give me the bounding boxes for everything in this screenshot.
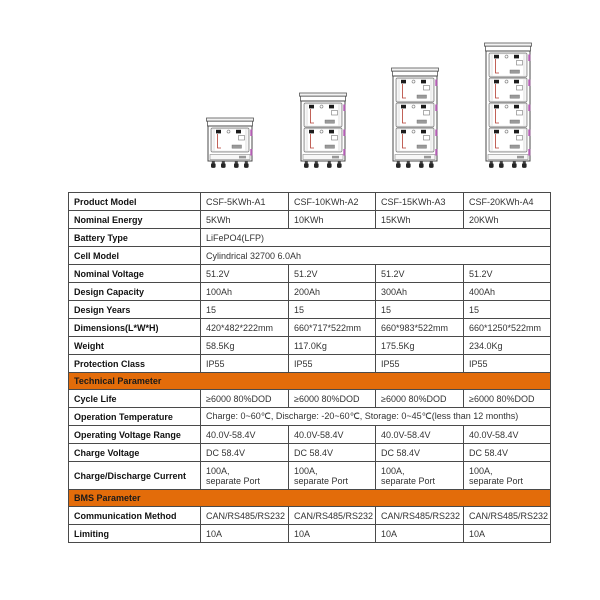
cell: CAN/RS485/RS232 [289, 507, 376, 525]
spec-table [68, 192, 551, 543]
cell: 10KWh [289, 211, 376, 229]
cell: 660*717*522mm [289, 319, 376, 337]
cell: 175.5Kg [376, 337, 464, 355]
row-label: Nominal Voltage [69, 265, 201, 283]
section-header-technical-parameter [69, 373, 551, 390]
table-row-battery-type [69, 229, 551, 247]
cell: DC 58.4V [376, 444, 464, 462]
cell: 660*1250*522mm [464, 319, 551, 337]
section-header-bms-parameter [69, 490, 551, 507]
cell: CSF-20KWh-A4 [464, 193, 551, 211]
cell: 100Ah [201, 283, 289, 301]
table-row-communication-method [69, 507, 551, 525]
table-row-weight [69, 337, 551, 355]
cell: CAN/RS485/RS232 [464, 507, 551, 525]
table-row-operation-temperature [69, 408, 551, 426]
cell-line: separate Port [294, 475, 349, 486]
row-label: Operating Voltage Range [69, 426, 201, 444]
table-row-protection-class [69, 355, 551, 373]
row-label: Charge/Discharge Current [69, 462, 201, 490]
cell: 15 [289, 301, 376, 319]
cell: 400Ah [464, 283, 551, 301]
table-row-design-years [69, 301, 551, 319]
cell: CAN/RS485/RS232 [376, 507, 464, 525]
row-label: Dimensions(L*W*H) [69, 319, 201, 337]
table-row-charge-discharge-current [69, 462, 551, 490]
cell: ≥6000 80%DOD [289, 390, 376, 408]
cell: DC 58.4V [201, 444, 289, 462]
battery-cabinet-4 [485, 43, 532, 168]
cell: 51.2V [201, 265, 289, 283]
cell-merged: Cylindrical 32700 6.0Ah [201, 247, 551, 265]
cell-line: 100A, [381, 465, 405, 476]
cell-line: separate Port [469, 475, 524, 486]
battery-cabinet-1 [207, 118, 254, 168]
table-row-design-capacity [69, 283, 551, 301]
cell: 40.0V-58.4V [201, 426, 289, 444]
cell: CAN/RS485/RS232 [201, 507, 289, 525]
cell: 15 [376, 301, 464, 319]
cell: ≥6000 80%DOD [464, 390, 551, 408]
cell: 58.5Kg [201, 337, 289, 355]
battery-cabinet-2 [300, 93, 347, 168]
cell-line: separate Port [381, 475, 436, 486]
cell: 10A [201, 525, 289, 543]
table-row-cell-model [69, 247, 551, 265]
table-row-dimensions [69, 319, 551, 337]
row-label: Product Model [69, 193, 201, 211]
cell: 10A [376, 525, 464, 543]
cell-line: 100A, [206, 465, 230, 476]
table-row-limiting [69, 525, 551, 543]
cell: 51.2V [289, 265, 376, 283]
cell: 51.2V [376, 265, 464, 283]
cell-line: 100A, [294, 465, 318, 476]
cell: 15 [201, 301, 289, 319]
cell: 40.0V-58.4V [376, 426, 464, 444]
section-title: BMS Parameter [69, 490, 551, 507]
table-row-product-model [69, 193, 551, 211]
cell: IP55 [289, 355, 376, 373]
row-label: Nominal Energy [69, 211, 201, 229]
cell: ≥6000 80%DOD [376, 390, 464, 408]
battery-cabinets-figure [0, 0, 600, 185]
cell: CSF-5KWh-A1 [201, 193, 289, 211]
cell [376, 462, 464, 490]
cell: 20KWh [464, 211, 551, 229]
row-label: Cycle Life [69, 390, 201, 408]
cell: 15 [464, 301, 551, 319]
cell: DC 58.4V [464, 444, 551, 462]
cell: 10A [464, 525, 551, 543]
row-label: Design Years [69, 301, 201, 319]
cell: IP55 [464, 355, 551, 373]
row-label: Design Capacity [69, 283, 201, 301]
cell [464, 462, 551, 490]
cell: 234.0Kg [464, 337, 551, 355]
cell-merged: LiFePO4(LFP) [201, 229, 551, 247]
row-label: Protection Class [69, 355, 201, 373]
row-label: Weight [69, 337, 201, 355]
cell: 300Ah [376, 283, 464, 301]
row-label: Operation Temperature [69, 408, 201, 426]
cell [289, 462, 376, 490]
cell: 660*983*522mm [376, 319, 464, 337]
table-row-cycle-life [69, 390, 551, 408]
cell: 15KWh [376, 211, 464, 229]
table-row-nominal-voltage [69, 265, 551, 283]
cell-line: 100A, [469, 465, 493, 476]
cell: 420*482*222mm [201, 319, 289, 337]
section-title: Technical Parameter [69, 373, 551, 390]
cell: 51.2V [464, 265, 551, 283]
cell: 40.0V-58.4V [289, 426, 376, 444]
table-row-operating-voltage-range [69, 426, 551, 444]
cell: CSF-10KWh-A2 [289, 193, 376, 211]
cell: 117.0Kg [289, 337, 376, 355]
cell: IP55 [376, 355, 464, 373]
table-row-nominal-energy [69, 211, 551, 229]
row-label: Communication Method [69, 507, 201, 525]
cell: ≥6000 80%DOD [201, 390, 289, 408]
cell: IP55 [201, 355, 289, 373]
row-label: Charge Voltage [69, 444, 201, 462]
cell: CSF-15KWh-A3 [376, 193, 464, 211]
cell: 200Ah [289, 283, 376, 301]
row-label: Cell Model [69, 247, 201, 265]
table-row-charge-voltage [69, 444, 551, 462]
cell: 5KWh [201, 211, 289, 229]
row-label: Limiting [69, 525, 201, 543]
product-images [0, 0, 600, 185]
cell-line: separate Port [206, 475, 261, 486]
cell-merged: Charge: 0~60℃, Discharge: -20~60℃, Storage: 0~45℃(less than 12 months) [201, 408, 551, 426]
row-label: Battery Type [69, 229, 201, 247]
cell: 40.0V-58.4V [464, 426, 551, 444]
cell: 10A [289, 525, 376, 543]
cell [201, 462, 289, 490]
cell: DC 58.4V [289, 444, 376, 462]
battery-cabinet-3 [392, 68, 439, 168]
